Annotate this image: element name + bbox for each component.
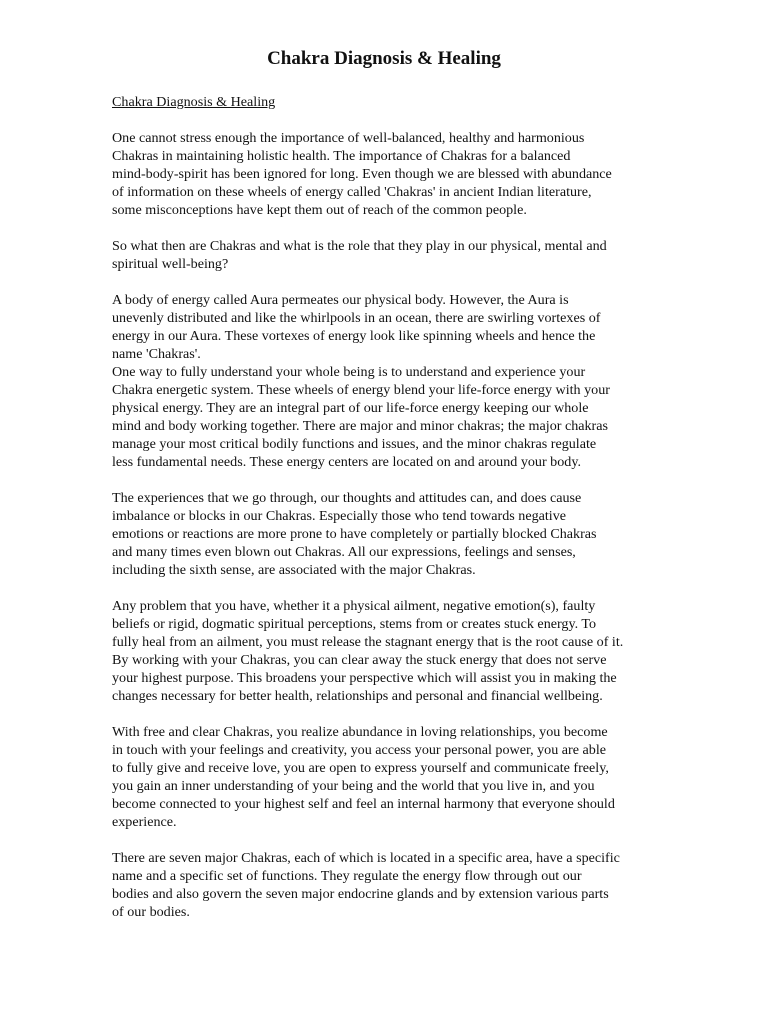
paragraph-4: One way to fully understand your whole being is to understand and experience your Chakra energetic system. These wheels of energy blend your life-force energy with your physical energy. They are an integral part of our life-force energy keeping our whole mind and body working together. There are major and minor chakras; the major chakras manage your most critical bodily functions and issues, and the minor chakras regulate less fundamental needs. These energy centers are located on and around your body. (112, 364, 610, 470)
paragraph-2: So what then are Chakras and what is the role that they play in our physical, mental and spiritual well-being? (112, 238, 607, 272)
page-title: Chakra Diagnosis & Healing (267, 48, 501, 69)
paragraph-7: With free and clear Chakras, you realize abundance in loving relationships, you become in touch with your feelings and creativity, you access your personal power, you are able to fully give and receive love, you are open to express yourself and communicate freely, you gain an inner understanding of your being and the world that you live in, and you become connected to your highest self and feel an internal harmony that everyone should experience. (112, 724, 615, 830)
paragraph-3: A body of energy called Aura permeates our physical body. However, the Aura is unevenly distributed and like the whirlpools in an ocean, there are swirling vortexes of energy in our Aura. These vortexes of energy look like spinning wheels and hence the name 'Chakras'. (112, 292, 601, 362)
paragraph-6: Any problem that you have, whether it a physical ailment, negative emotion(s), faulty beliefs or rigid, dogmatic spiritual perceptions, stems from or creates stuck energy. To fully heal from an ailment, you must release the stagnant energy that is the root cause of it. By working with your Chakras, you can clear away the stuck energy that does not serve your highest purpose. This broadens your perspective which will assist you in making the changes necessary for better health, relationships and personal and financial wellbeing. (112, 598, 624, 704)
section-heading: Chakra Diagnosis & Healing (112, 94, 276, 110)
paragraph-8: There are seven major Chakras, each of which is located in a specific area, have a specific name and a specific set of functions. They regulate the energy flow through out our bodies and also govern the seven major endocrine glands and by extension various parts of our bodies. (112, 850, 620, 920)
paragraph-1: One cannot stress enough the importance of well-balanced, healthy and harmonious Chakras in maintaining holistic health. The importance of Chakras for a balanced mind-body-spirit has been ignored for long. Even though we are blessed with abundance of information on these wheels of energy called 'Chakras' in ancient Indian literature, some misconceptions have kept them out of reach of the common people. (112, 130, 612, 218)
document-body (112, 93, 672, 939)
paragraph-5: The experiences that we go through, our thoughts and attitudes can, and does cause imbalance or blocks in our Chakras. Especially those who tend towards negative emotions or reactions are more prone to have completely or partially blocked Chakras and many times even blown out Chakras. All our expressions, feelings and senses, including the sixth sense, are associated with the major Chakras. (112, 490, 597, 578)
